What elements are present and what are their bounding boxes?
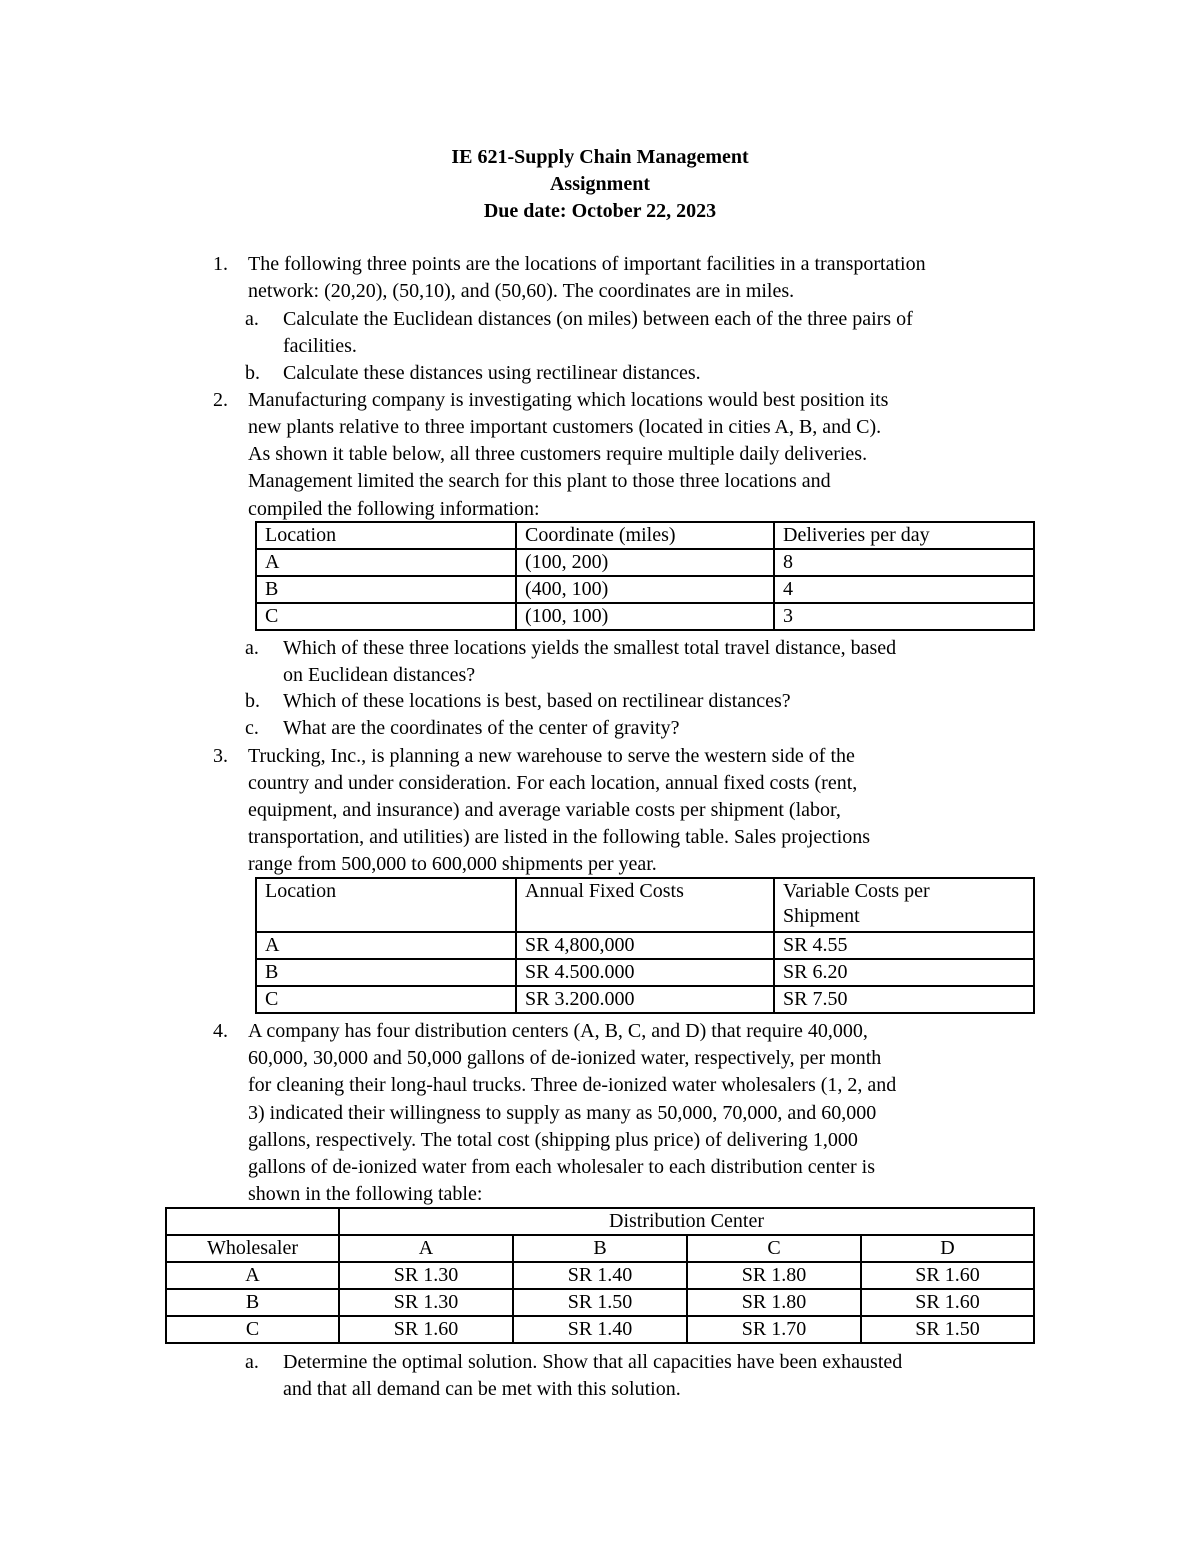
table-cell: C <box>256 986 516 1013</box>
table-cell: A <box>166 1262 339 1289</box>
assignment-title: Assignment <box>549 173 650 195</box>
subquestion-text: What are the coordinates of the center of gravity? <box>283 717 680 739</box>
question-text: range from 500,000 to 600,000 shipments per year. <box>248 853 657 875</box>
table-cell: 8 <box>774 549 1034 576</box>
table-cell: B <box>256 576 516 603</box>
table-row <box>256 576 1034 603</box>
table-cell: A <box>256 549 516 576</box>
warehouse-costs-table <box>255 877 1035 1014</box>
header-line: Shipment <box>783 905 860 927</box>
table-cell: SR 4,800,000 <box>516 932 774 959</box>
table-cell: (100, 200) <box>516 549 774 576</box>
table-cell: SR 1.80 <box>687 1262 861 1289</box>
subquestion-label: c. <box>245 717 259 739</box>
locations-table <box>255 521 1035 631</box>
table-cell: B <box>166 1289 339 1316</box>
question-text: for cleaning their long-haul trucks. Three de-ionized water wholesalers (1, 2, and <box>248 1074 897 1096</box>
table-cell: C <box>166 1316 339 1343</box>
table-cell: SR 1.70 <box>687 1316 861 1343</box>
question-number: 3. <box>213 745 228 767</box>
table-header: C <box>687 1235 861 1262</box>
table-cell: C <box>256 603 516 630</box>
subquestion-text: and that all demand can be met with this solution. <box>283 1378 681 1400</box>
table-header: Coordinate (miles) <box>516 522 774 549</box>
table-cell: SR 3.200.000 <box>516 986 774 1013</box>
table-cell: B <box>256 959 516 986</box>
table-cell: (400, 100) <box>516 576 774 603</box>
table-row <box>256 549 1034 576</box>
question-text: gallons, respectively. The total cost (shipping plus price) of delivering 1,000 <box>248 1129 858 1151</box>
table-row <box>166 1316 1034 1343</box>
question-number: 1. <box>213 253 228 275</box>
subquestion-text: Determine the optimal solution. Show that all capacities have been exhausted <box>283 1351 903 1373</box>
subquestion-label: a. <box>245 1351 259 1373</box>
table-cell: SR 1.60 <box>339 1316 513 1343</box>
table-cell: SR 4.500.000 <box>516 959 774 986</box>
table-header: Wholesaler <box>166 1235 339 1262</box>
table-header-row <box>256 522 1034 549</box>
table-header: A <box>339 1235 513 1262</box>
subquestion-text: Which of these three locations yields the smallest total travel distance, based <box>283 637 897 659</box>
question-text: A company has four distribution centers (A, B, C, and D) that require 40,000, <box>248 1020 868 1042</box>
table-header: D <box>861 1235 1034 1262</box>
question-text: compiled the following information: <box>248 498 540 520</box>
question-text: The following three points are the locations of important facilities in a transportation <box>248 253 926 275</box>
table-header: Annual Fixed Costs <box>516 878 774 932</box>
due-date: Due date: October 22, 2023 <box>483 200 717 222</box>
subquestion-text: facilities. <box>283 335 357 357</box>
subquestion-text: Calculate these distances using rectilinear distances. <box>283 362 701 384</box>
table-cell: SR 1.40 <box>513 1262 687 1289</box>
question-text: network: (20,20), (50,10), and (50,60). The coordinates are in miles. <box>248 280 795 302</box>
table-cell: SR 1.40 <box>513 1316 687 1343</box>
table-cell: SR 1.30 <box>339 1289 513 1316</box>
table-cell: SR 1.30 <box>339 1262 513 1289</box>
header-line: Variable Costs per <box>783 880 930 902</box>
table-header <box>166 1208 339 1235</box>
table-cell: 3 <box>774 603 1034 630</box>
question-text: Trucking, Inc., is planning a new warehouse to serve the western side of the <box>248 745 855 767</box>
subquestion-text: on Euclidean distances? <box>283 664 476 686</box>
subquestion-label: a. <box>245 308 259 330</box>
table-cell: SR 1.60 <box>861 1262 1034 1289</box>
question-text: 60,000, 30,000 and 50,000 gallons of de-ionized water, respectively, per month <box>248 1047 882 1069</box>
table-header-row <box>166 1208 1034 1235</box>
question-text: new plants relative to three important customers (located in cities A, B, and C). <box>248 416 882 438</box>
table-cell: (100, 100) <box>516 603 774 630</box>
subquestion-label: b. <box>245 690 260 712</box>
table-header: Distribution Center <box>339 1208 1034 1235</box>
question-text: Manufacturing company is investigating which locations would best position its <box>248 389 889 411</box>
table-header: Deliveries per day <box>774 522 1034 549</box>
table-cell: A <box>256 932 516 959</box>
table-header: B <box>513 1235 687 1262</box>
question-text: 3) indicated their willingness to supply as many as 50,000, 70,000, and 60,000 <box>248 1102 877 1124</box>
table-row <box>256 986 1034 1013</box>
question-text: country and under consideration. For each location, annual fixed costs (rent, <box>248 772 858 794</box>
table-cell: SR 1.80 <box>687 1289 861 1316</box>
subquestion-label: b. <box>245 362 260 384</box>
subquestion-label: a. <box>245 637 259 659</box>
question-text: Management limited the search for this plant to those three locations and <box>248 470 831 492</box>
table-header: Location <box>256 878 516 932</box>
question-text: gallons of de-ionized water from each wholesaler to each distribution center is <box>248 1156 875 1178</box>
table-header-row <box>166 1235 1034 1262</box>
question-text: transportation, and utilities) are listed in the following table. Sales projections <box>248 826 871 848</box>
table-row <box>256 932 1034 959</box>
table-row <box>166 1289 1034 1316</box>
table-row <box>256 959 1034 986</box>
table-cell: SR 4.55 <box>774 932 1034 959</box>
table-cell: SR 1.50 <box>513 1289 687 1316</box>
table-cell: SR 6.20 <box>774 959 1034 986</box>
table-cell: SR 7.50 <box>774 986 1034 1013</box>
table-cell: 4 <box>774 576 1034 603</box>
table-cell: SR 1.50 <box>861 1316 1034 1343</box>
table-header-row <box>256 878 1034 932</box>
course-title: IE 621-Supply Chain Management <box>451 146 749 168</box>
table-row <box>166 1262 1034 1289</box>
table-header <box>774 878 1034 932</box>
question-text: shown in the following table: <box>248 1183 483 1205</box>
question-text: equipment, and insurance) and average variable costs per shipment (labor, <box>248 799 841 821</box>
table-row <box>256 603 1034 630</box>
table-cell: SR 1.60 <box>861 1289 1034 1316</box>
question-number: 4. <box>213 1020 228 1042</box>
table-header: Location <box>256 522 516 549</box>
question-text: As shown it table below, all three customers require multiple daily deliveries. <box>248 443 868 465</box>
subquestion-text: Which of these locations is best, based on rectilinear distances? <box>283 690 791 712</box>
wholesaler-cost-table <box>165 1207 1035 1344</box>
question-number: 2. <box>213 389 228 411</box>
subquestion-text: Calculate the Euclidean distances (on miles) between each of the three pairs of <box>283 308 913 330</box>
